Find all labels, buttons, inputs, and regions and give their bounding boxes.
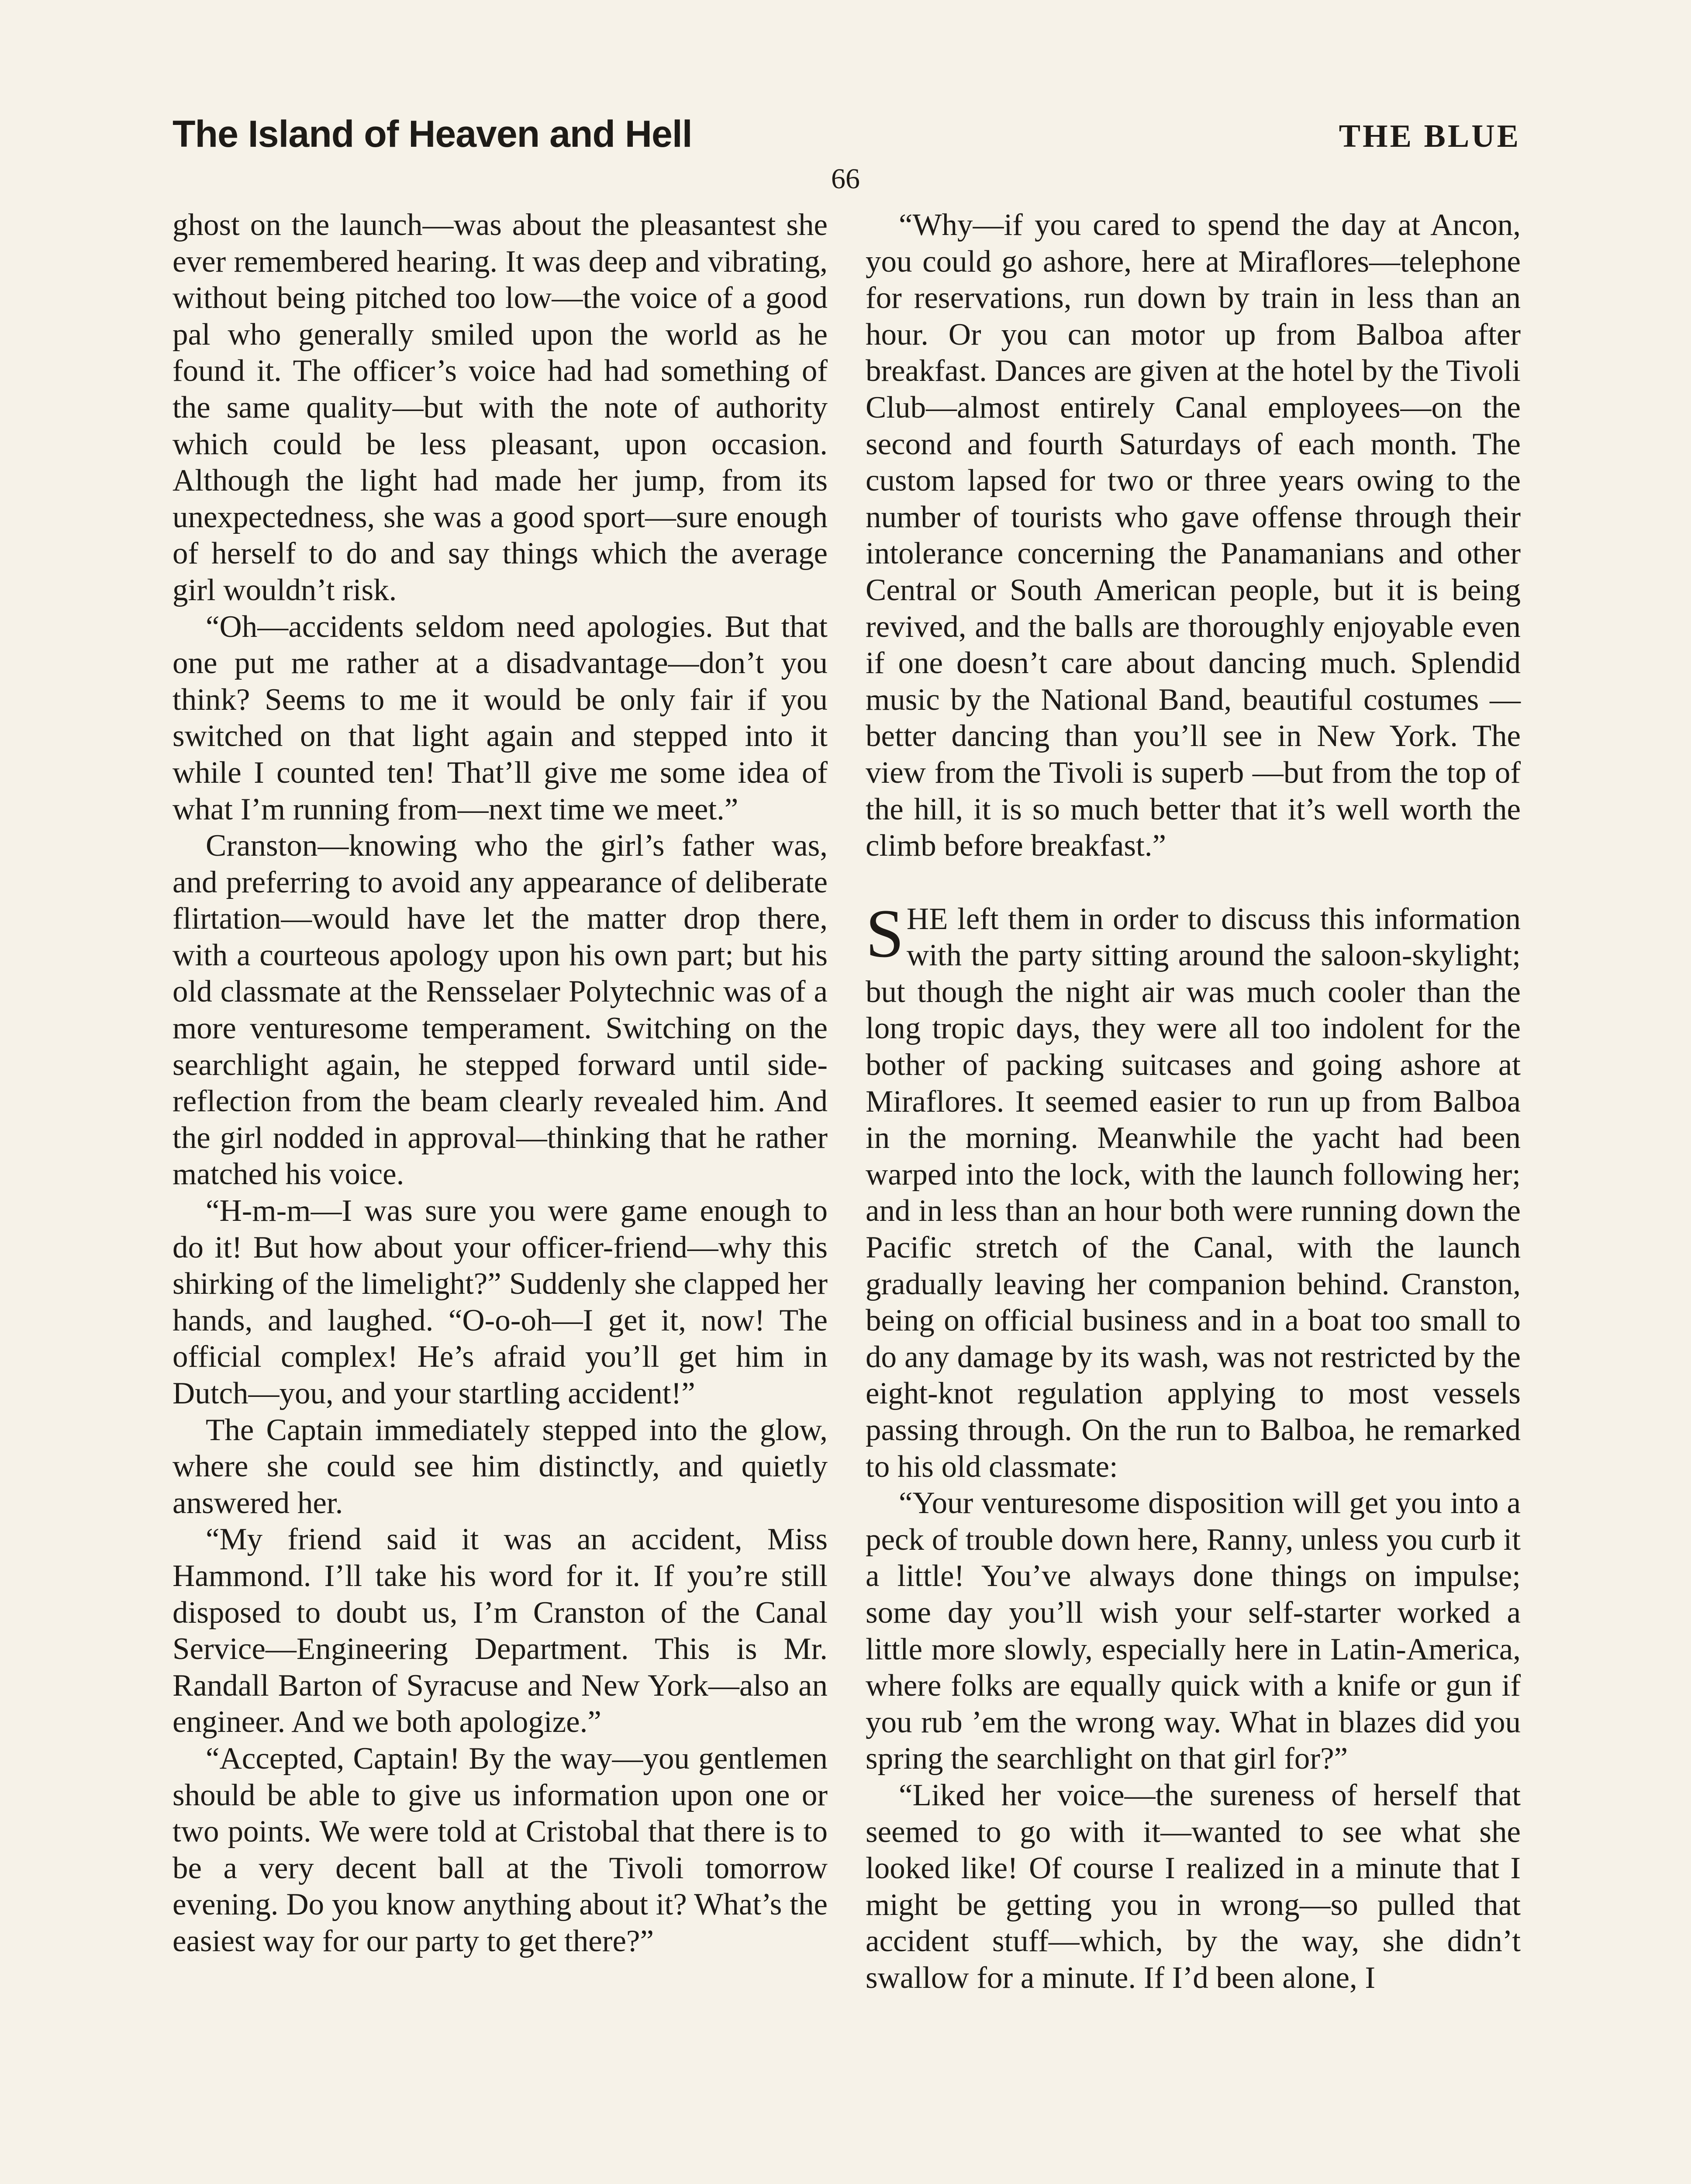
paragraph: “Your venturesome disposition will get you into a peck of trouble down here, Ranny, unless you curb it a little! You’ve always done things on impulse; some day you’ll wish your self-starter worked a little more slowly, especially here in Latin-America, where folks are equally quick with a knife or gun if you rub ’em the wrong way. What in blazes did you spring the searchlight on that girl for?” — [866, 1486, 1521, 1776]
paragraph: The Captain immediately stepped into the glow, where she could see him distinctly, and quietly answered her. — [173, 1413, 828, 1520]
paragraph: “H-m-m—I was sure you were game enough to do it! But how about your officer-friend—why this shirking of the limelight?” Suddenly she clapped her hands, and laughed. “O-o-oh—I get it, now! The official complex! He’s afraid you’ll get him in Dutch—you, and your startling accident!” — [173, 1194, 828, 1410]
magazine-name: THE BLUE — [1339, 118, 1521, 154]
paragraph: “My friend said it was an accident, Miss Hammond. I’ll take his word for it. If you’re still disposed to doubt us, I’m Cranston of the Canal Service—Engineering Department. This is Mr. Randall Barton of Syracuse and New York—also an engineer. And we both apologize.” — [173, 1522, 828, 1739]
right-text-column — [866, 207, 1521, 1997]
story-title: The Island of Heaven and Hell — [173, 113, 692, 155]
left-text-column — [173, 207, 828, 1960]
section-text: HE left them in order to discuss this information with the party sitting around the saloon-skylight; but though the night air was much cooler than the long tropic days, they were all too indolent for the bother of packing suitcases and going ashore at Miraflores. It seemed easier to run up from Balboa in the morning. Meanwhile the yacht had been warped into the lock, with the launch following her; and in less than an hour both were running down the Pacific stretch of the Canal, with the launch gradually leaving her companion behind. Cranston, being on official business and in a boat too small to do any damage by its wash, was not restricted by the eight-knot regulation applying to most vessels passing through. On the run to Balboa, he remarked to his old classmate: — [866, 902, 1521, 1484]
section-start-paragraph — [866, 895, 1521, 1486]
drop-cap: S — [866, 895, 904, 972]
paragraph: “Accepted, Captain! By the way—you gentlemen should be able to give us information upon one or two points. We were told at Cristobal that there is to be a very decent ball at the Tivoli tomorrow evening. Do you know anything about it? What’s the easiest way for our party to get there?” — [173, 1741, 828, 1958]
page-number: 66 — [831, 163, 860, 195]
paragraph: “Why—if you cared to spend the day at Ancon, you could go ashore, here at Miraflores—telephone for reservations, run down by train in less than an hour. Or you can motor up from Balboa after breakfast. Dances are given at the hotel by the Tivoli Club—almost entirely Canal employees—on the second and fourth Saturdays of each month. The custom lapsed for two or three years owing to the number of tourists who gave offense through their intolerance concerning the Panamanians and other Central or South American people, but it is being revived, and the balls are thoroughly enjoyable even if one doesn’t care about dancing much. Splendid music by the National Band, beautiful costumes —better dancing than you’ll see in New York. The view from the Tivoli is superb —but from the top of the hill, it is so much better that it’s well worth the climb before breakfast.” — [866, 208, 1521, 863]
paragraph: Cranston—knowing who the girl’s father was, and preferring to avoid any appearance of deliberate flirtation—would have let the matter drop there, with a courteous apology upon his own part; but his old classmate at the Rensselaer Polytechnic was of a more venturesome temperament. Switching on the searchlight again, he stepped forward until side-reflection from the beam clearly revealed him. And the girl nodded in approval—thinking that he rather matched his voice. — [173, 829, 828, 1192]
paragraph: ghost on the launch—was about the pleasantest she ever remembered hearing. It was deep and vibrating, without being pitched too low—the voice of a good pal who generally smiled upon the world as he found it. The officer’s voice had had something of the same quality—but with the note of authority which could be less pleasant, upon occasion. Although the light had made her jump, from its unexpectedness, she was a good sport—sure enough of herself to do and say things which the average girl wouldn’t risk. — [173, 208, 828, 607]
paragraph: “Oh—accidents seldom need apologies. But that one put me rather at a disadvantage—don’t you think? Seems to me it would be only fair if you switched on that light again and stepped into it while I counted ten! That’ll give me some idea of what I’m running from—next time we meet.” — [173, 609, 828, 826]
running-head — [173, 113, 1521, 156]
paragraph: “Liked her voice—the sureness of herself that seemed to go with it—wanted to see what she looked like! Of course I realized in a minute that I might be getting you in wrong—so pulled that accident stuff—which, by the way, she didn’t swallow for a minute. If I’d been alone, I — [866, 1778, 1521, 1995]
